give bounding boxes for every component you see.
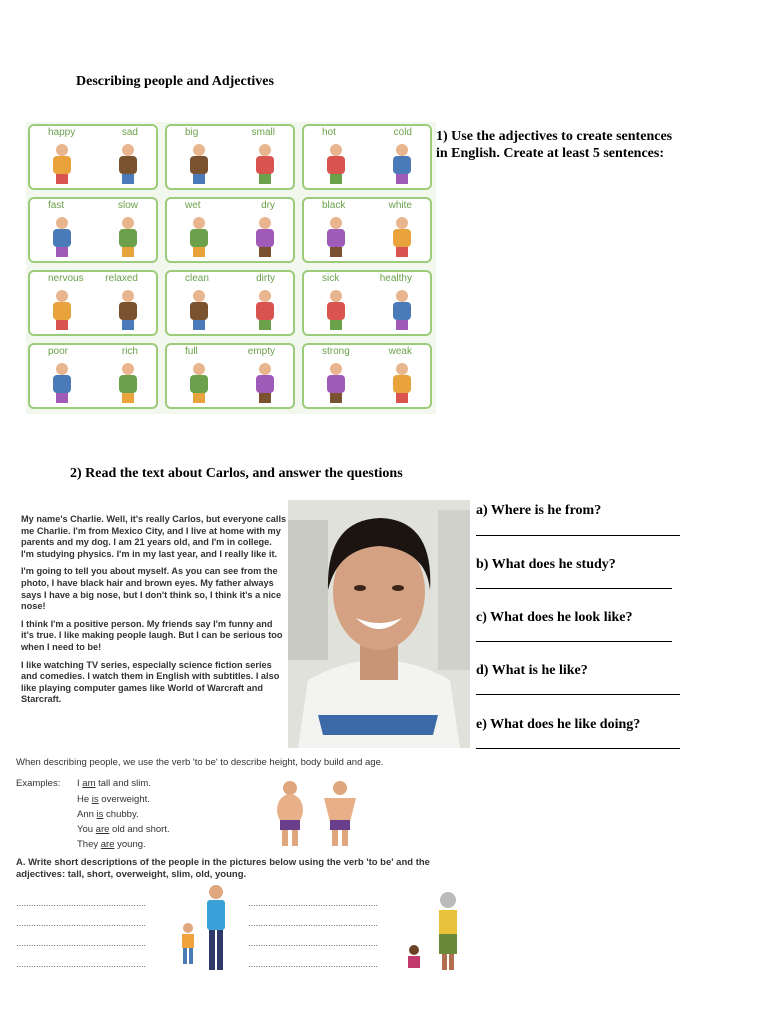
adjective-label: poor <box>48 346 69 357</box>
adjective-card-fast-slow <box>28 197 158 263</box>
grammar-note: When describing people, we use the verb 'to be' to describe height, body build and age. <box>16 757 384 768</box>
boy-and-man-figures <box>176 884 240 974</box>
dotted-answer-line[interactable]: .................................................... <box>16 898 147 908</box>
cartoon-figure <box>185 217 213 257</box>
example-sentence: Ann is chubby. <box>77 809 139 820</box>
adjectives-picture-grid <box>26 122 436 414</box>
adjective-label: fast <box>48 200 65 211</box>
carlos-reading-text <box>21 514 287 712</box>
dotted-answer-line[interactable]: .................................................... <box>248 938 379 948</box>
carlos-photo <box>288 500 470 748</box>
cartoon-figure <box>251 363 279 403</box>
adjective-card-big-small <box>165 124 295 190</box>
adjective-card-black-white <box>302 197 432 263</box>
cartoon-figure <box>322 144 350 184</box>
cartoon-figure <box>251 144 279 184</box>
adjective-label: sad <box>121 127 138 138</box>
adjective-label: dry <box>261 200 275 211</box>
cartoon-figure <box>48 290 76 330</box>
page-title: Describing people and Adjectives <box>76 74 274 89</box>
cartoon-figure <box>388 290 416 330</box>
adjective-card-wet-dry <box>165 197 295 263</box>
cartoon-figure <box>322 290 350 330</box>
adjective-label: nervous <box>48 273 84 284</box>
answer-line-b[interactable] <box>476 588 672 589</box>
adjective-label: dirty <box>256 273 275 284</box>
cartoon-figure <box>388 217 416 257</box>
cartoon-figure <box>388 144 416 184</box>
adjective-label: weak <box>388 346 412 357</box>
dotted-answer-line[interactable]: .................................................... <box>248 918 379 928</box>
task-2-heading: 2) Read the text about Carlos, and answer the questions <box>70 466 403 481</box>
task-a-instructions: A. Write short descriptions of the people in the pictures below using the verb 'to be' and the adjectives: tall, short, overweight, slim, old, young. <box>16 857 430 880</box>
adjective-label: wet <box>185 200 201 211</box>
cartoon-figure <box>185 290 213 330</box>
cartoon-figure <box>185 144 213 184</box>
example-sentence: He is overweight. <box>77 794 150 805</box>
example-sentence: You are old and short. <box>77 824 170 835</box>
adjective-card-clean-dirty <box>165 270 295 336</box>
adjective-card-nervous-relaxed <box>28 270 158 336</box>
adjective-label: clean <box>185 273 209 284</box>
carlos-paragraph-4: I like watching TV series, especially science fiction series and comedies. I watch them in English with subtitles. I also like playing computer games like World of Warcraft and Starcraft. <box>21 659 280 705</box>
carlos-paragraph-2: I'm going to tell you about myself. As you can see from the photo, I have black hair and brown eyes. My father always says I have a big nose, but I don't think so, I think it's a nice nose! <box>21 566 282 612</box>
answer-line-e[interactable] <box>476 748 680 749</box>
body-type-figures <box>270 778 370 850</box>
example-sentence: They are young. <box>77 839 146 850</box>
cartoon-figure <box>251 290 279 330</box>
adjective-label: full <box>185 346 198 357</box>
cartoon-figure <box>114 217 142 257</box>
adjective-label: slow <box>117 200 138 211</box>
cartoon-figure <box>48 144 76 184</box>
cartoon-figure <box>48 363 76 403</box>
adjective-label: white <box>388 200 412 211</box>
example-sentence: I am tall and slim. <box>77 778 151 789</box>
cartoon-figure <box>322 363 350 403</box>
dotted-answer-line[interactable]: .................................................... <box>248 898 379 908</box>
cartoon-figure <box>251 217 279 257</box>
cartoon-figure <box>388 363 416 403</box>
carlos-paragraph-3: I think I'm a positive person. My friends say I'm funny and it's true. I like making people laugh. But I can be serious too when I need to be! <box>21 618 283 652</box>
girl-and-grandmother-figures <box>402 890 468 974</box>
cartoon-figure <box>322 217 350 257</box>
adjective-card-poor-rich <box>28 343 158 409</box>
cartoon-figure <box>114 290 142 330</box>
question-c: c) What does he look like? <box>476 610 633 625</box>
answer-line-d[interactable] <box>476 694 680 695</box>
adjective-label: healthy <box>379 273 412 284</box>
question-a: a) Where is he from? <box>476 503 602 518</box>
examples-label: Examples: <box>16 778 61 789</box>
dotted-answer-line[interactable]: .................................................... <box>16 959 147 969</box>
adjective-card-strong-weak <box>302 343 432 409</box>
carlos-paragraph-1: My name's Charlie. Well, it's really Carlos, but everyone calls me Charlie. I'm from Mexico City, and I live at home with my parents and my dog. I am 21 years old, and I'm in college. I'm studying physics. I'm in my last year, and I really like it. <box>21 514 287 559</box>
adjective-label: big <box>185 127 199 138</box>
adjective-label: hot <box>322 127 336 138</box>
adjective-label: cold <box>393 127 412 138</box>
adjective-label: rich <box>121 346 138 357</box>
adjective-card-sick-healthy <box>302 270 432 336</box>
task-1-instructions: 1) Use the adjectives to create sentences in English. Create at least 5 sentences: <box>436 129 673 161</box>
cartoon-figure <box>114 144 142 184</box>
adjective-card-hot-cold <box>302 124 432 190</box>
man-portrait-illustration <box>288 500 470 748</box>
dotted-answer-line[interactable]: .................................................... <box>16 938 147 948</box>
question-e: e) What does he like doing? <box>476 717 641 732</box>
adjective-card-full-empty <box>165 343 295 409</box>
answer-line-a[interactable] <box>476 535 680 536</box>
adjective-label: small <box>251 127 275 138</box>
answer-line-c[interactable] <box>476 641 672 642</box>
adjective-label: black <box>322 200 346 211</box>
adjective-label: relaxed <box>105 273 138 284</box>
cartoon-figure <box>185 363 213 403</box>
adjective-label: happy <box>48 127 76 138</box>
adjective-label: sick <box>322 273 340 284</box>
adjective-label: empty <box>247 346 275 357</box>
question-b: b) What does he study? <box>476 557 616 572</box>
cartoon-figure <box>48 217 76 257</box>
cartoon-figure <box>114 363 142 403</box>
adjective-label: strong <box>322 346 350 357</box>
dotted-answer-line[interactable]: .................................................... <box>16 918 147 928</box>
adjective-card-happy-sad <box>28 124 158 190</box>
question-d: d) What is he like? <box>476 663 588 678</box>
dotted-answer-line[interactable]: .................................................... <box>248 959 379 969</box>
